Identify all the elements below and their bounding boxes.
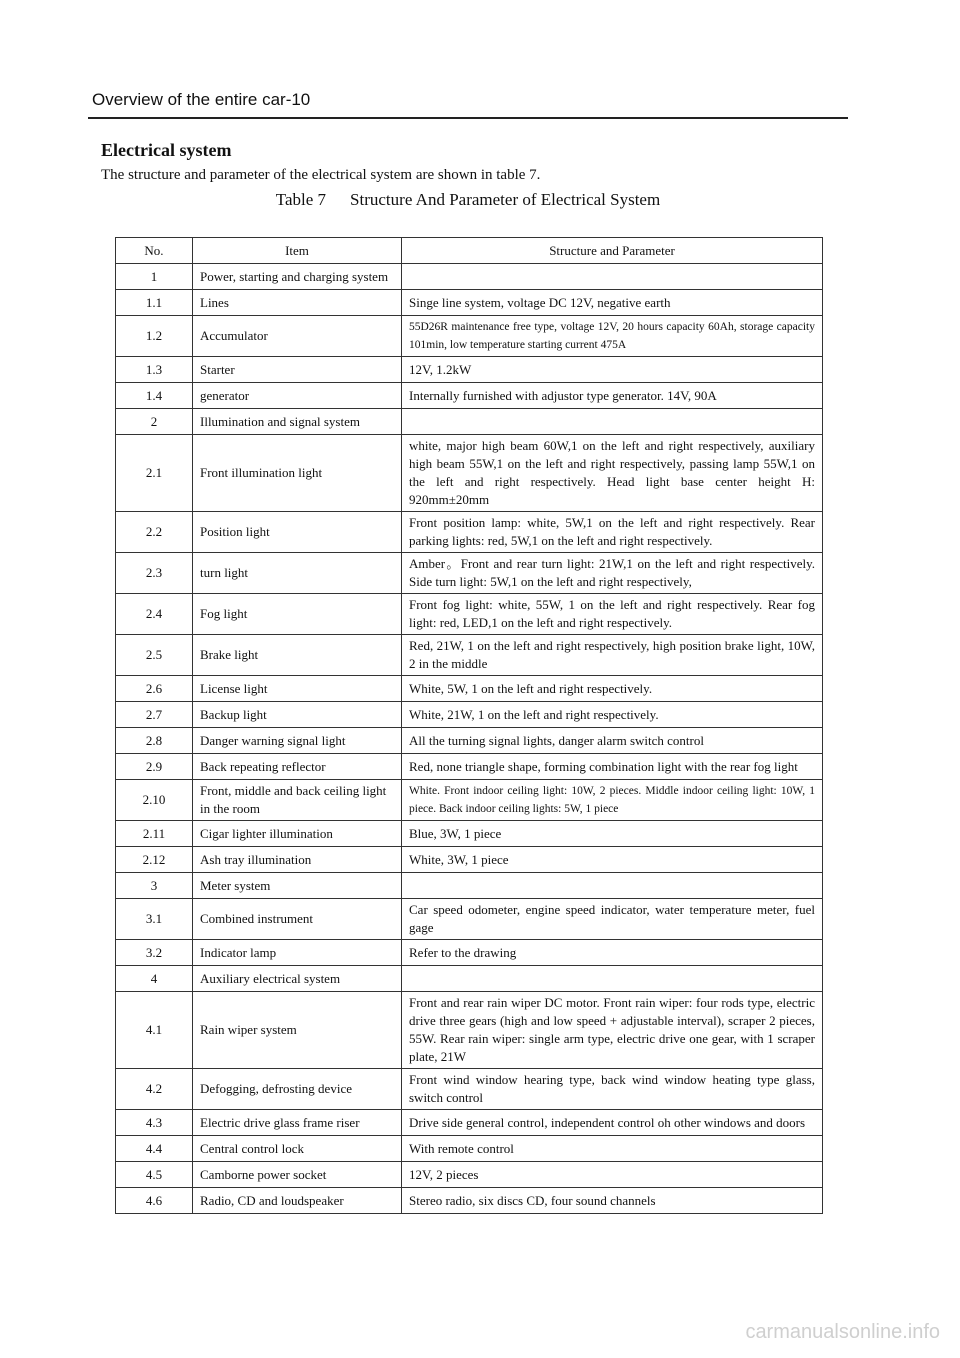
table-row <box>116 966 823 992</box>
row-item: Indicator lamp <box>193 940 402 966</box>
table-row <box>116 409 823 435</box>
row-item: Front illumination light <box>193 435 402 512</box>
table-row <box>116 821 823 847</box>
row-parameter: Internally furnished with adjustor type generator. 14V, 90A <box>402 383 823 409</box>
table-row <box>116 676 823 702</box>
row-item: Accumulator <box>193 316 402 357</box>
row-parameter: White, 21W, 1 on the left and right respectively. <box>402 702 823 728</box>
row-number: 4.2 <box>116 1069 193 1110</box>
row-item: Illumination and signal system <box>193 409 402 435</box>
row-number: 3 <box>116 873 193 899</box>
table-row <box>116 290 823 316</box>
row-item: Rain wiper system <box>193 992 402 1069</box>
row-number: 2.3 <box>116 553 193 594</box>
column-header-no: No. <box>116 238 193 264</box>
row-number: 1.2 <box>116 316 193 357</box>
row-number: 4.1 <box>116 992 193 1069</box>
table-row <box>116 702 823 728</box>
row-number: 4.5 <box>116 1162 193 1188</box>
table-row <box>116 316 823 357</box>
header-divider <box>88 117 848 119</box>
row-parameter: Red, 21W, 1 on the left and right respectively, high position brake light, 10W, 2 in the middle <box>402 635 823 676</box>
row-parameter: Red, none triangle shape, forming combination light with the rear fog light <box>402 754 823 780</box>
row-parameter: White, 3W, 1 piece <box>402 847 823 873</box>
row-number: 2.4 <box>116 594 193 635</box>
table-caption-text: Structure And Parameter of Electrical System <box>350 190 661 209</box>
row-item: Defogging, defrosting device <box>193 1069 402 1110</box>
page-header: Overview of the entire car-10 <box>92 90 311 109</box>
row-parameter: Front position lamp: white, 5W,1 on the left and right respectively. Rear parking lights: red, 5W,1 on the left and right respectively. <box>402 512 823 553</box>
row-parameter <box>402 966 823 992</box>
row-parameter: White. Front indoor ceiling light: 10W, 2 pieces. Middle indoor ceiling light: 10W, 1 piece. Back indoor ceiling lights: 5W, 1 piece <box>402 780 823 821</box>
row-parameter: 12V, 2 pieces <box>402 1162 823 1188</box>
spec-table <box>115 237 823 1214</box>
intro-paragraph: The structure and parameter of the electrical system are shown in table 7. <box>101 167 541 183</box>
row-item: Fog light <box>193 594 402 635</box>
row-number: 2.5 <box>116 635 193 676</box>
row-item: Camborne power socket <box>193 1162 402 1188</box>
row-parameter: White, 5W, 1 on the left and right respectively. <box>402 676 823 702</box>
row-number: 4.3 <box>116 1110 193 1136</box>
row-number: 2.9 <box>116 754 193 780</box>
row-parameter: 55D26R maintenance free type, voltage 12V, 20 hours capacity 60Ah, storage capacity 101min, low temperature starting current 475A <box>402 316 823 357</box>
row-item: Front, middle and back ceiling light in the room <box>193 780 402 821</box>
table-row <box>116 1162 823 1188</box>
row-item: Back repeating reflector <box>193 754 402 780</box>
row-item: generator <box>193 383 402 409</box>
table-row <box>116 992 823 1069</box>
row-parameter: With remote control <box>402 1136 823 1162</box>
row-item: Combined instrument <box>193 899 402 940</box>
table-row <box>116 1188 823 1214</box>
table-row <box>116 1069 823 1110</box>
row-parameter <box>402 409 823 435</box>
row-parameter: Blue, 3W, 1 piece <box>402 821 823 847</box>
table-row <box>116 899 823 940</box>
row-number: 2.8 <box>116 728 193 754</box>
row-number: 3.1 <box>116 899 193 940</box>
row-item: Position light <box>193 512 402 553</box>
row-item: Central control lock <box>193 1136 402 1162</box>
row-number: 2.2 <box>116 512 193 553</box>
table-caption-number: Table 7 <box>275 190 327 209</box>
row-number: 4 <box>116 966 193 992</box>
row-number: 4.4 <box>116 1136 193 1162</box>
row-parameter: Stereo radio, six discs CD, four sound channels <box>402 1188 823 1214</box>
row-parameter: white, major high beam 60W,1 on the left and right respectively, auxiliary high beam 55W,1 on the left and right respectively, passing lamp 55W,1 on the left and right respectively. Head light base center height H: 920mm±20mm <box>402 435 823 512</box>
row-number: 2.12 <box>116 847 193 873</box>
row-item: Ash tray illumination <box>193 847 402 873</box>
row-item: Starter <box>193 357 402 383</box>
row-number: 1.4 <box>116 383 193 409</box>
table-row <box>116 383 823 409</box>
row-item: License light <box>193 676 402 702</box>
watermark: carmanualsonline.info <box>745 1321 940 1343</box>
section-title: Electrical system <box>101 140 232 160</box>
table-row <box>116 1110 823 1136</box>
row-parameter <box>402 264 823 290</box>
table-row <box>116 754 823 780</box>
table-row <box>116 357 823 383</box>
row-parameter: Front fog light: white, 55W, 1 on the left and right respectively. Rear fog light: red, LED,1 on the left and right respectively. <box>402 594 823 635</box>
row-number: 2.11 <box>116 821 193 847</box>
row-number: 1.1 <box>116 290 193 316</box>
row-parameter: 12V, 1.2kW <box>402 357 823 383</box>
column-header-param: Structure and Parameter <box>402 238 823 264</box>
row-item: Meter system <box>193 873 402 899</box>
table-row <box>116 512 823 553</box>
row-item: Brake light <box>193 635 402 676</box>
table-row <box>116 594 823 635</box>
row-parameter: Singe line system, voltage DC 12V, negative earth <box>402 290 823 316</box>
row-parameter <box>402 873 823 899</box>
row-number: 2.6 <box>116 676 193 702</box>
row-item: Auxiliary electrical system <box>193 966 402 992</box>
column-header-item: Item <box>193 238 402 264</box>
table-row <box>116 728 823 754</box>
table-row <box>116 553 823 594</box>
table-row <box>116 873 823 899</box>
row-number: 2.1 <box>116 435 193 512</box>
row-parameter: Drive side general control, independent control oh other windows and doors <box>402 1110 823 1136</box>
row-number: 2.10 <box>116 780 193 821</box>
row-item: Backup light <box>193 702 402 728</box>
row-parameter: Front wind window hearing type, back wind window heating type glass, switch control <box>402 1069 823 1110</box>
table-header-row <box>116 238 823 264</box>
row-item: Power, starting and charging system <box>193 264 402 290</box>
row-item: turn light <box>193 553 402 594</box>
row-number: 1.3 <box>116 357 193 383</box>
row-parameter: Amber。Front and rear turn light: 21W,1 on the left and right respectively. Side turn light: 5W,1 on the left and right respectively, <box>402 553 823 594</box>
row-item: Radio, CD and loudspeaker <box>193 1188 402 1214</box>
row-item: Danger warning signal light <box>193 728 402 754</box>
row-item: Lines <box>193 290 402 316</box>
row-number: 4.6 <box>116 1188 193 1214</box>
table-row <box>116 435 823 512</box>
row-item: Cigar lighter illumination <box>193 821 402 847</box>
row-number: 1 <box>116 264 193 290</box>
table-row <box>116 635 823 676</box>
table-body <box>116 264 823 1214</box>
row-parameter: Refer to the drawing <box>402 940 823 966</box>
row-parameter: All the turning signal lights, danger alarm switch control <box>402 728 823 754</box>
table-row <box>116 940 823 966</box>
table-row <box>116 847 823 873</box>
row-item: Electric drive glass frame riser <box>193 1110 402 1136</box>
table-caption <box>0 190 936 210</box>
row-parameter: Front and rear rain wiper DC motor. Front rain wiper: four rods type, electric drive three gears (high and low speed + adjustable interval), scraper 2 pieces, 55W. Rear rain wiper: single arm type, electric drive one gear, with 1 scraper plate, 21W <box>402 992 823 1069</box>
row-parameter: Car speed odometer, engine speed indicator, water temperature meter, fuel gage <box>402 899 823 940</box>
row-number: 3.2 <box>116 940 193 966</box>
table-row <box>116 264 823 290</box>
row-number: 2 <box>116 409 193 435</box>
row-number: 2.7 <box>116 702 193 728</box>
table-row <box>116 1136 823 1162</box>
table-row <box>116 780 823 821</box>
